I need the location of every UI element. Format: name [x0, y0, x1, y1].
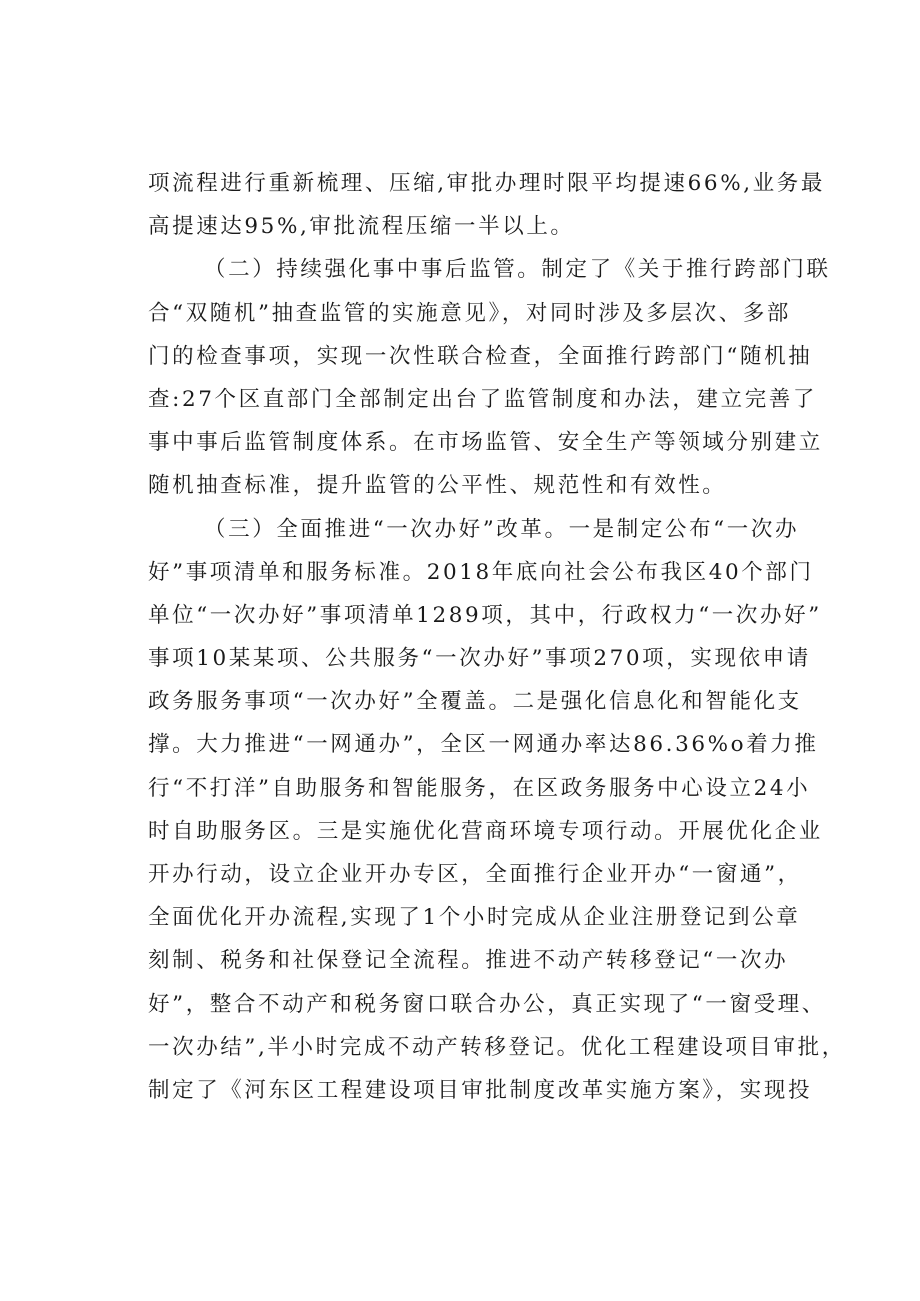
text-line: 时自助服务区。三是实施优化营商环境专项行动。开展优化企业: [148, 818, 823, 844]
text-line: 项流程进行重新梳理、压缩,审批办理时限平均提速66%,业务最: [148, 171, 825, 196]
text-line: 单位“一次办好”事项清单1289项，其中，行政权力“一次办好”: [148, 602, 822, 628]
text-line: 查:27个区直部门全部制定出台了监管制度和办法，建立完善了: [148, 386, 818, 412]
text-line: 政务服务事项“一次办好”全覆盖。二是强化信息化和智能化支: [148, 689, 802, 715]
body-text: [148, 162, 846, 1112]
text-line: 刻制、税务和社保登记全流程。推进不动产转移登记“一次办: [148, 948, 789, 974]
text-line: 合“双随机”抽查监管的实施意见》，对同时涉及多层次、多部: [148, 300, 792, 326]
text-line: 行“不打洋”自助服务和智能服务，在区政务服务中心设立24小: [148, 775, 811, 801]
text-line: 一次办结”,半小时完成不动产转移登记。优化工程建设项目审批，: [148, 1034, 846, 1060]
text-line: 制定了《河东区工程建设项目审批制度改革实施方案》，实现投: [148, 1077, 813, 1103]
section-heading-line: （三）全面推进“一次办好”改革。一是制定公布“一次办: [204, 516, 800, 542]
text-line: 撑。大力推进“一网通办”，全区一网通办率达86.36%o着力推: [148, 732, 819, 758]
text-line: 高提速达95%,审批流程压缩一半以上。: [148, 214, 575, 240]
section-heading-line: （二）持续强化事中事后监管。制定了《关于推行跨部门联: [204, 257, 831, 283]
text-line: 随机抽查标准，提升监管的公平性、规范性和有效性。: [148, 473, 727, 499]
text-line: 门的检查事项，实现一次性联合检查，全面推行跨部门“随机抽: [148, 343, 813, 369]
text-line: 好”，整合不动产和税务窗口联合办公，真正实现了“一窗受理、: [148, 991, 826, 1017]
text-line: 开办行动，设立企业开办专区，全面推行企业开办“一窗通”，: [148, 862, 802, 887]
text-line: 好”事项清单和服务标准。2018年底向社会公布我区40个部门: [148, 559, 814, 585]
text-line: 事项10某某项、公共服务“一次办好”事项270项，实现依申请: [148, 646, 811, 672]
text-line: 事中事后监管制度体系。在市场监管、安全生产等领域分别建立: [148, 430, 823, 456]
text-line: 全面优化开办流程,实现了1个小时完成从企业注册登记到公章: [148, 905, 801, 931]
